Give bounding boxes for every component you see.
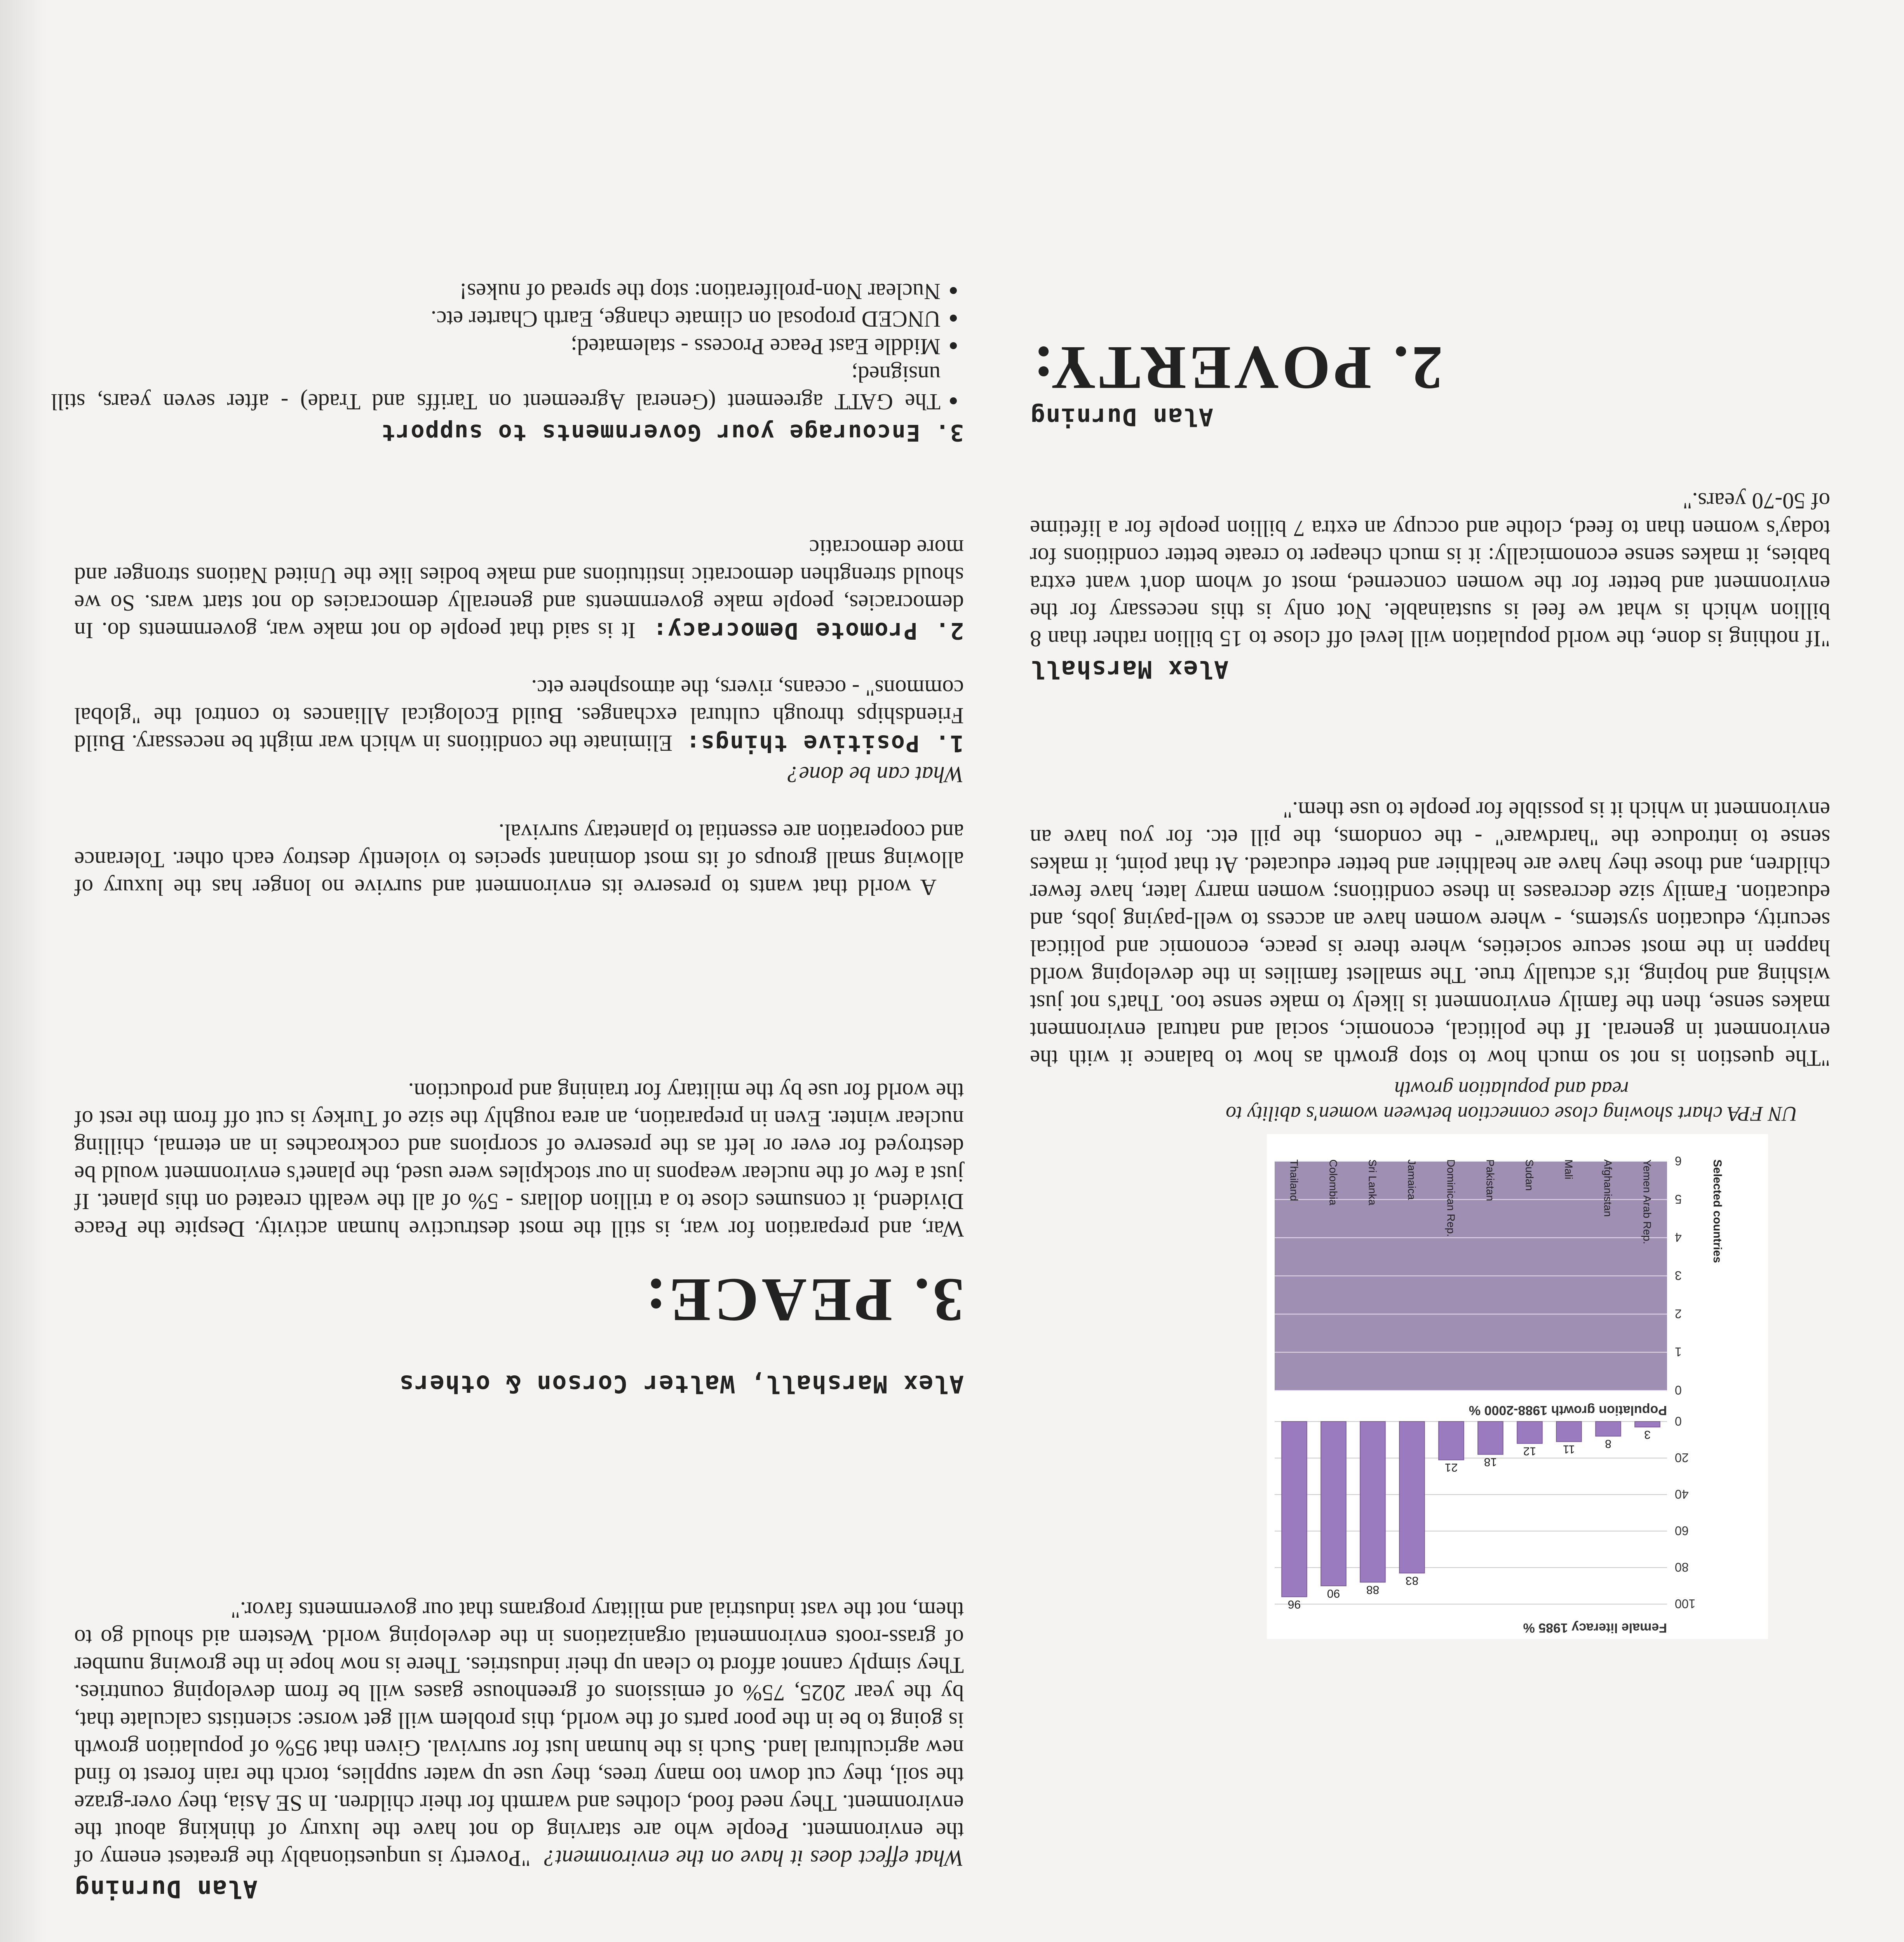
peace-item-1	[74, 674, 964, 757]
chart-bar	[1556, 1422, 1582, 1442]
chart-tick-growth: 3	[1675, 1269, 1682, 1282]
chart-bar	[1478, 1422, 1503, 1455]
chart-tick-literacy: 0	[1675, 1414, 1682, 1428]
poverty-effect-question: What effect does it have on the environment?	[544, 1846, 964, 1871]
peace-text-1: War, and preparation for war, is still the most destructive human activity. Despite the Peace Dividend, it consumes close to a trillion dollars - 5% of all the wealth created on this planet. If just a few of the nuclear weapons in our stockpiles were used, the planet's environment would be destroyed for ever or left as the preserve of scorpions and cockroaches in an eternal, chilling nuclear winter. Even in preparation, an area roughly the size of Turkey is cut off from the rest of the world for use by the military for training and production.	[74, 1079, 964, 1242]
chart-category-label: Mali	[1563, 1159, 1575, 1180]
page-edge-shadow	[0, 0, 47, 1942]
chart-tick-growth: 4	[1675, 1230, 1682, 1244]
chart-bar	[1517, 1422, 1542, 1443]
chart-bar	[1360, 1422, 1385, 1582]
chart-category-label: Afghanistan	[1602, 1159, 1614, 1217]
peace-bullet-list	[51, 278, 964, 416]
peace-item-1-text: Eliminate the conditions in which war might be necessary. Build Friendships through cultural exchanges. Build Ecological Alliances to control the "global commons" - oceans, rivers, the atmosphere etc.	[74, 675, 964, 756]
chart-category-label: Yemen Arab Rep.	[1641, 1159, 1653, 1244]
chart-bar-label: 18	[1484, 1455, 1497, 1469]
chart-tick-literacy: 60	[1675, 1524, 1689, 1538]
peace-question: What can be done?	[787, 762, 964, 788]
peace-text-2: A world that wants to preserve its environment and survive no longer has the luxury of allowing small groups of its most dominant species to violently destroy each other. Tolerance and cooperation are essential to planetary survival.	[74, 820, 964, 900]
chart-bar	[1596, 1422, 1621, 1436]
literacy-population-chart	[1267, 1134, 1768, 1639]
chart-tick-literacy: 100	[1675, 1597, 1696, 1611]
chart-tick-literacy: 20	[1675, 1451, 1689, 1465]
signature-alan-durning-1: Alan Durning	[1030, 403, 1213, 431]
population-text-2: "The question is not so much how to stop growth as how to balance it with the environment in general. If the political, economic, social and natural environment makes sense, then the family environment is likely to make sense too. That's not just wishing and hoping, it's actually true. The smallest families in the developing world happen in the most secure societies, where there is peace, economic and political security, education systems, - where women have an access to well-paying jobs, and education. Family size decreases in these conditions; women marry later, have fewer children, and those they have are healthier and better educated. At that point, it makes sense to introduce the "hardware" - the condoms, the pill etc. for you have an environment in which it is possible for people to use them."	[1030, 797, 1830, 1071]
chart-bar-label: 96	[1287, 1598, 1301, 1611]
signature-alex-marshall: Alex Marshall	[1030, 655, 1229, 684]
chart-svg	[1267, 1134, 1768, 1639]
peace-item-2-text: It is said that people do not make war, governments do. In democracies, people make governments and generally democracies do not start wars. So we should strengthen democratic institutions and make bodies like the United Nations stronger and more democratic	[74, 535, 964, 644]
peace-item-3-label: 3. Encourage your Governments to support	[381, 419, 964, 446]
chart-tick-growth: 5	[1675, 1192, 1682, 1206]
chart-bar-label: 21	[1444, 1461, 1458, 1474]
chart-tick-growth: 2	[1675, 1307, 1682, 1321]
section-heading-poverty: 2. POVERTY:	[1030, 334, 1443, 403]
chart-category-label: Pakistan	[1484, 1159, 1496, 1201]
signature-marshall-corson: Alex Marshall, Walter Corson & others	[398, 1370, 964, 1398]
chart-bar	[1282, 1422, 1307, 1597]
chart-bar	[1321, 1422, 1346, 1586]
chart-category-label: Thailand	[1288, 1159, 1300, 1201]
population-text-3: "If nothing is done, the world population will level off close to 15 billion rather than 8 billion which is what we feel is sustainable. Not only is this necessary for the environment and better for the women concerned, most of whom don't want extra babies, it makes sense economically: it is much cheaper to create better conditions for today's women than to feed, clothe and occupy an extra 7 billion people for a lifetime of 50-70 years."	[1030, 488, 1830, 652]
chart-bar	[1399, 1422, 1425, 1573]
chart-categories-title: Selected countries	[1711, 1159, 1724, 1263]
chart-tick-literacy: 40	[1675, 1487, 1689, 1501]
peace-item-2-label: 2. Promote Democracy:	[652, 618, 964, 644]
peace-bullet-gatt: • The GATT agreement (General Agreement on Tariffs and Trade) - after seven years, still unsigned;	[51, 360, 941, 416]
chart-category-label: Jamaica	[1406, 1159, 1418, 1200]
chart-category-label: Dominican Rep.	[1445, 1159, 1457, 1237]
signature-alan-durning-2: Alan Durning	[74, 1875, 258, 1903]
chart-ylabel-literacy: Female literacy 1985 %	[1523, 1620, 1667, 1635]
chart-tick-growth: 1	[1675, 1345, 1682, 1359]
poverty-effect-text: "Poverty is unquestionably the greatest enemy of the environment. People who are starving do not have the luxury of thinking about the environment. They need food, clothes and warmth for their children. In SE Asia, they over-graze the soil, they cut down too many trees, they use up water supplies, torch the rain forest to find new agricultural land. Such is the human lust for survival. Given that 95% of population growth is going to be in the poor parts of the world, this problem will get worse: scientists calculate that, by the year 2025, 75% of emissions of greenhouse gases will be from developing countries. They simply cannot afford to clean up their industries. There is now hope in the growing number of grass-roots environmental organizations in the developing world. Western aid should go to them, not the vast industrial and military programs that our governments favor."	[74, 1597, 964, 1871]
peace-bullet-nuclear: • Nuclear Non-proliferation: stop the spread of nukes!	[51, 278, 941, 305]
poverty-effect-block	[74, 1596, 964, 1872]
chart-bar	[1635, 1422, 1660, 1427]
chart-bar-label: 83	[1405, 1574, 1419, 1587]
chart-bar	[1439, 1422, 1464, 1460]
chart-bar-label: 8	[1605, 1437, 1611, 1450]
chart-bar-label: 88	[1366, 1583, 1380, 1596]
chart-category-label: Sudan	[1523, 1159, 1536, 1191]
peace-item-1-label: 1. Positive things:	[685, 730, 964, 757]
section-heading-peace: 3. PEACE:	[642, 1266, 964, 1335]
chart-tick-literacy: 80	[1675, 1560, 1689, 1574]
peace-bullet-unced: • UNCED proposal on climate change, Earth Charter etc.	[51, 305, 941, 333]
peace-bullet-middle-east: • Middle East Peace Process - stalemated;	[51, 333, 941, 360]
chart-bar-label: 11	[1563, 1443, 1575, 1456]
peace-item-2	[74, 534, 964, 645]
chart-caption: UN FPA chart showing close connection between women's ability to read and population growth	[1226, 1077, 1798, 1126]
chart-category-label: Colombia	[1327, 1159, 1340, 1206]
chart-bar-label: 12	[1523, 1444, 1536, 1458]
chart-tick-growth: 6	[1675, 1154, 1682, 1168]
chart-bar-label: 3	[1644, 1428, 1651, 1441]
chart-tick-growth: 0	[1675, 1383, 1682, 1397]
chart-category-label: Sri Lanka	[1366, 1159, 1379, 1206]
chart-ylabel-growth: Population growth 1988-2000 %	[1469, 1403, 1667, 1418]
chart-bar-label: 90	[1327, 1587, 1340, 1600]
